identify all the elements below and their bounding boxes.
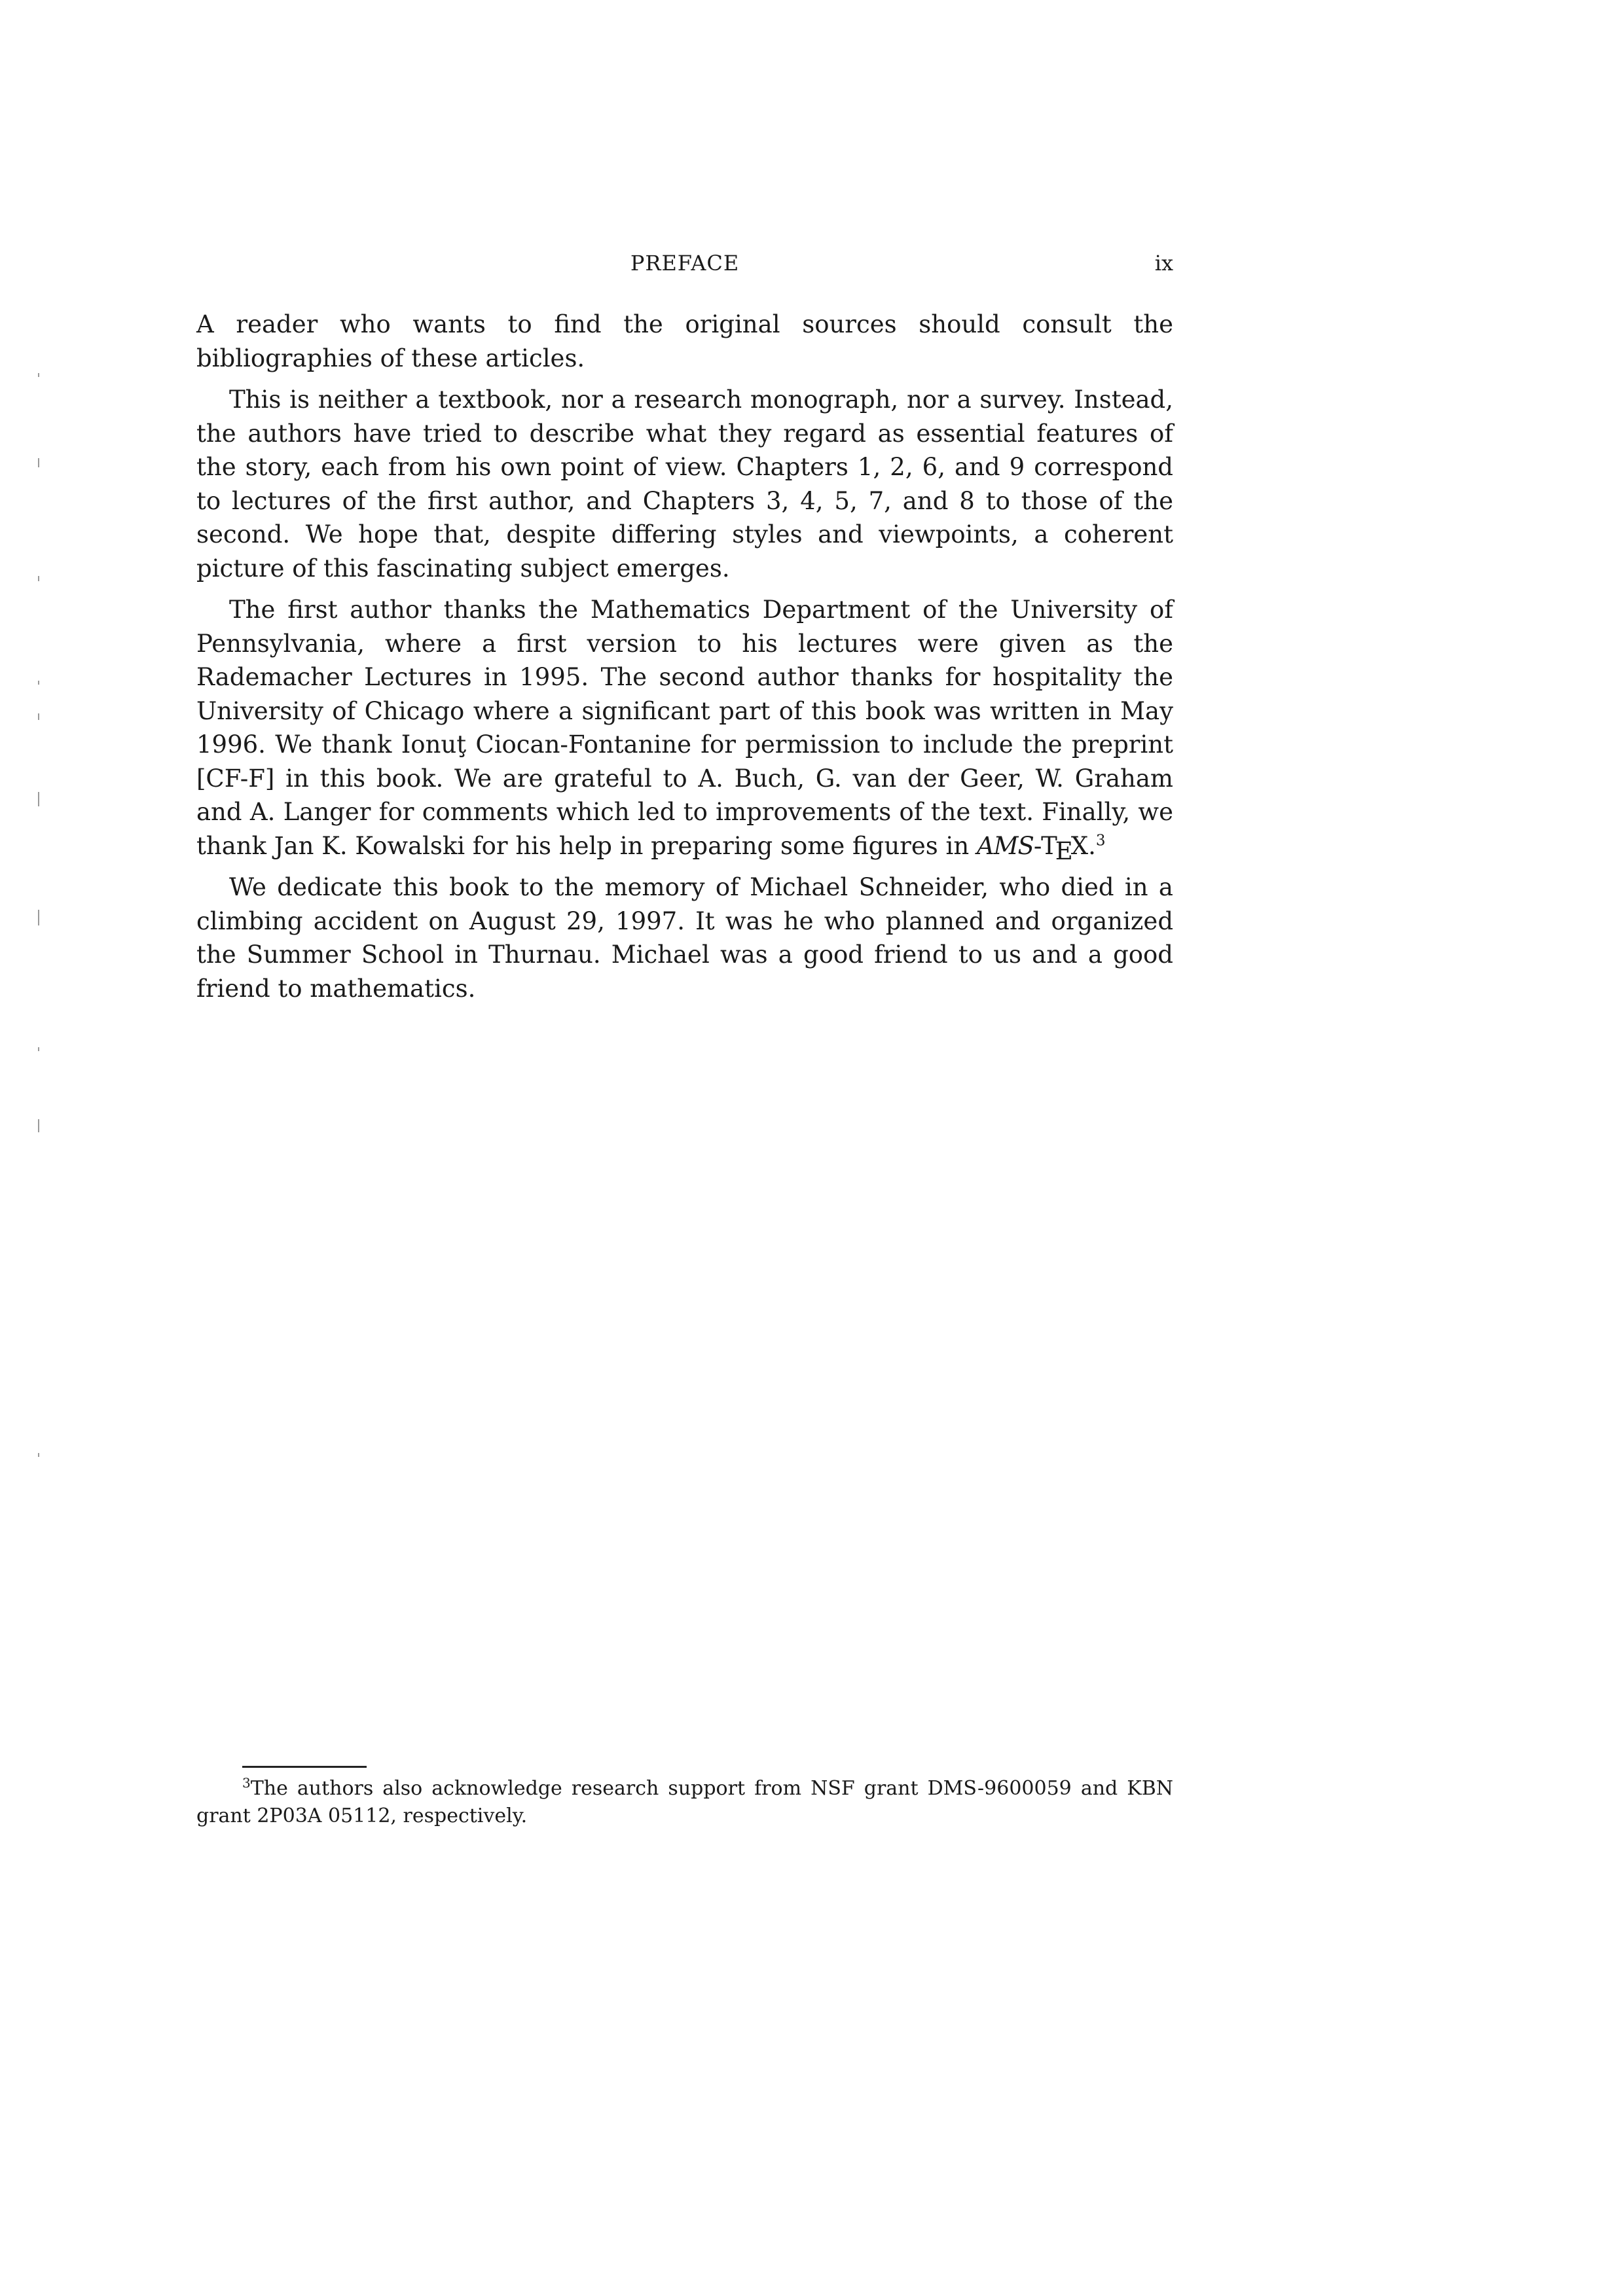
page-number: ix — [1154, 251, 1173, 276]
scan-speck — [38, 681, 39, 685]
tex-e: E — [1055, 836, 1073, 865]
scan-speck — [38, 792, 39, 806]
scan-speck — [38, 1119, 39, 1132]
paragraph-scope: This is neither a textbook, nor a research monograph, nor a survey. Instead, the authors have tried to describe what they regard as essential features of the story, each from his own point of view. Chapters 1, 2, 6, and 9 correspond to lectures of the first author, and Chapters 3, 4, 5, 7, and 8 to those of the second. We hope that, despite differing styles and viewpoints, a coherent picture of this fascinating subject emerges. — [196, 386, 1173, 583]
scan-speck — [38, 1453, 39, 1457]
scan-speck — [38, 910, 39, 925]
scan-speck — [38, 713, 39, 720]
ams-tex-dash: - — [1033, 831, 1042, 860]
running-head — [196, 251, 1173, 283]
scan-speck — [38, 373, 39, 377]
footnote-reference: 3 — [1095, 832, 1106, 850]
tex-x: X — [1070, 831, 1089, 860]
acknowledgments-text: The first author thanks the Mathematics Department of the University of Pennsylvania, where a first version to his lectures were given as the Rademacher Lectures in 1995. The second author thanks for hospitality the University of Chicago where a significant part of this book was written in May 1996. We thank Ionuţ Ciocan-Fontanine for permission to include the preprint [CF-F] in this book. We are grateful to A. Buch, G. van der Geer, W. Graham and A. Langer for comments which led to improvements of the text. Finally, we thank Jan K. Kowalski for his help in preparing some figures in — [196, 596, 1173, 860]
scan-speck — [38, 576, 39, 581]
footnote — [196, 1775, 1173, 1830]
scan-speck — [38, 1047, 39, 1051]
paragraph-sources: A reader who wants to find the original sources should consult the bibliographies of these articles. — [196, 310, 1173, 372]
scan-speck — [38, 458, 39, 467]
ams-logo: AMS — [976, 831, 1034, 860]
tex-t: T — [1041, 831, 1057, 860]
paragraph-acknowledgments — [196, 593, 1173, 863]
paragraph-dedication: We dedicate this book to the memory of Michael Schneider, who died in a climbing accident on August 29, 1997. It was he who planned and organized the Summer School in Thurnau. Michael was a good friend to us and a good friend to mathematics. — [196, 873, 1173, 1003]
footnote-text: The authors also acknowledge research support from NSF grant DMS-9600059 and KBN grant 2P03A 05112, respectively. — [196, 1777, 1173, 1827]
footnote-number: 3 — [242, 1775, 251, 1791]
preface-body — [196, 308, 1173, 1013]
tex-period: . — [1088, 831, 1096, 860]
running-title: PREFACE — [630, 251, 740, 276]
footnote-rule — [242, 1766, 367, 1768]
